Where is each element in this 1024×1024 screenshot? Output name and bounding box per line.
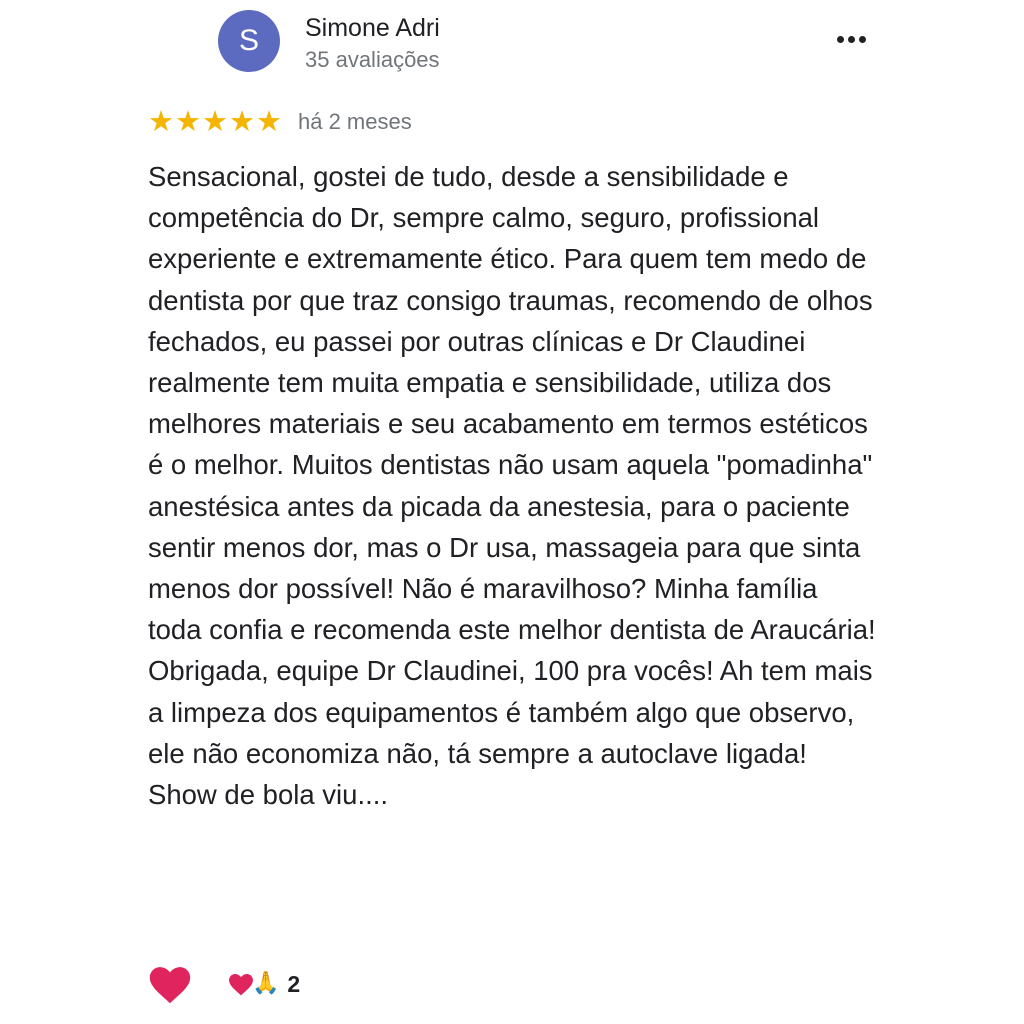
review-count: 35 avaliações <box>305 47 440 72</box>
avatar[interactable]: S <box>218 10 280 72</box>
more-horizontal-icon <box>848 36 855 43</box>
praying-hands-icon: 🙏 <box>252 971 280 996</box>
star-icon: ★ <box>202 105 228 138</box>
reactions-bar <box>148 956 300 1012</box>
star-icon: ★ <box>175 105 201 138</box>
heart-icon <box>228 972 254 996</box>
review-header <box>218 10 898 76</box>
more-options-button[interactable] <box>835 30 868 49</box>
reaction-summary[interactable] <box>228 971 300 998</box>
star-icon: ★ <box>229 105 255 138</box>
more-horizontal-icon <box>859 36 866 43</box>
star-rating <box>148 105 282 138</box>
reaction-count: 2 <box>287 970 301 997</box>
rating-row <box>148 104 412 140</box>
star-icon: ★ <box>256 105 282 138</box>
more-horizontal-icon <box>837 36 844 43</box>
heart-icon <box>148 963 192 1005</box>
review-text: Sensacional, gostei de tudo, desde a sensibilidade e competência do Dr, sempre calmo, seguro, profissional experiente e extremamente ético. Para quem tem medo de dentista por que traz consigo traumas, recomendo de olhos fechados, eu passei por outras clínicas e Dr Claudinei realmente tem muita empatia e sensibilidade, utiliza dos melhores materiais e seu acabamento em termos estéticos é o melhor. Muitos dentistas não usam aquela "pomadinha" anestésica antes da picada da anestesia, para o paciente sentir menos dor, mas o Dr usa, massageia para que sinta menos dor possível! Não é maravilhoso? Minha família toda confia e recomenda este melhor dentista de Araucária! Obrigada, equipe Dr Claudinei, 100 pra vocês! Ah tem mais a limpeza dos equipamentos é também algo que observo, ele não economiza não, tá sempre a autoclave ligada! Show de bola viu.... <box>148 161 876 811</box>
heart-reaction-button[interactable] <box>148 962 192 1006</box>
star-icon: ★ <box>148 105 174 138</box>
reviewer-name[interactable]: Simone Adri <box>305 14 440 42</box>
review-date: há 2 meses <box>298 109 412 134</box>
